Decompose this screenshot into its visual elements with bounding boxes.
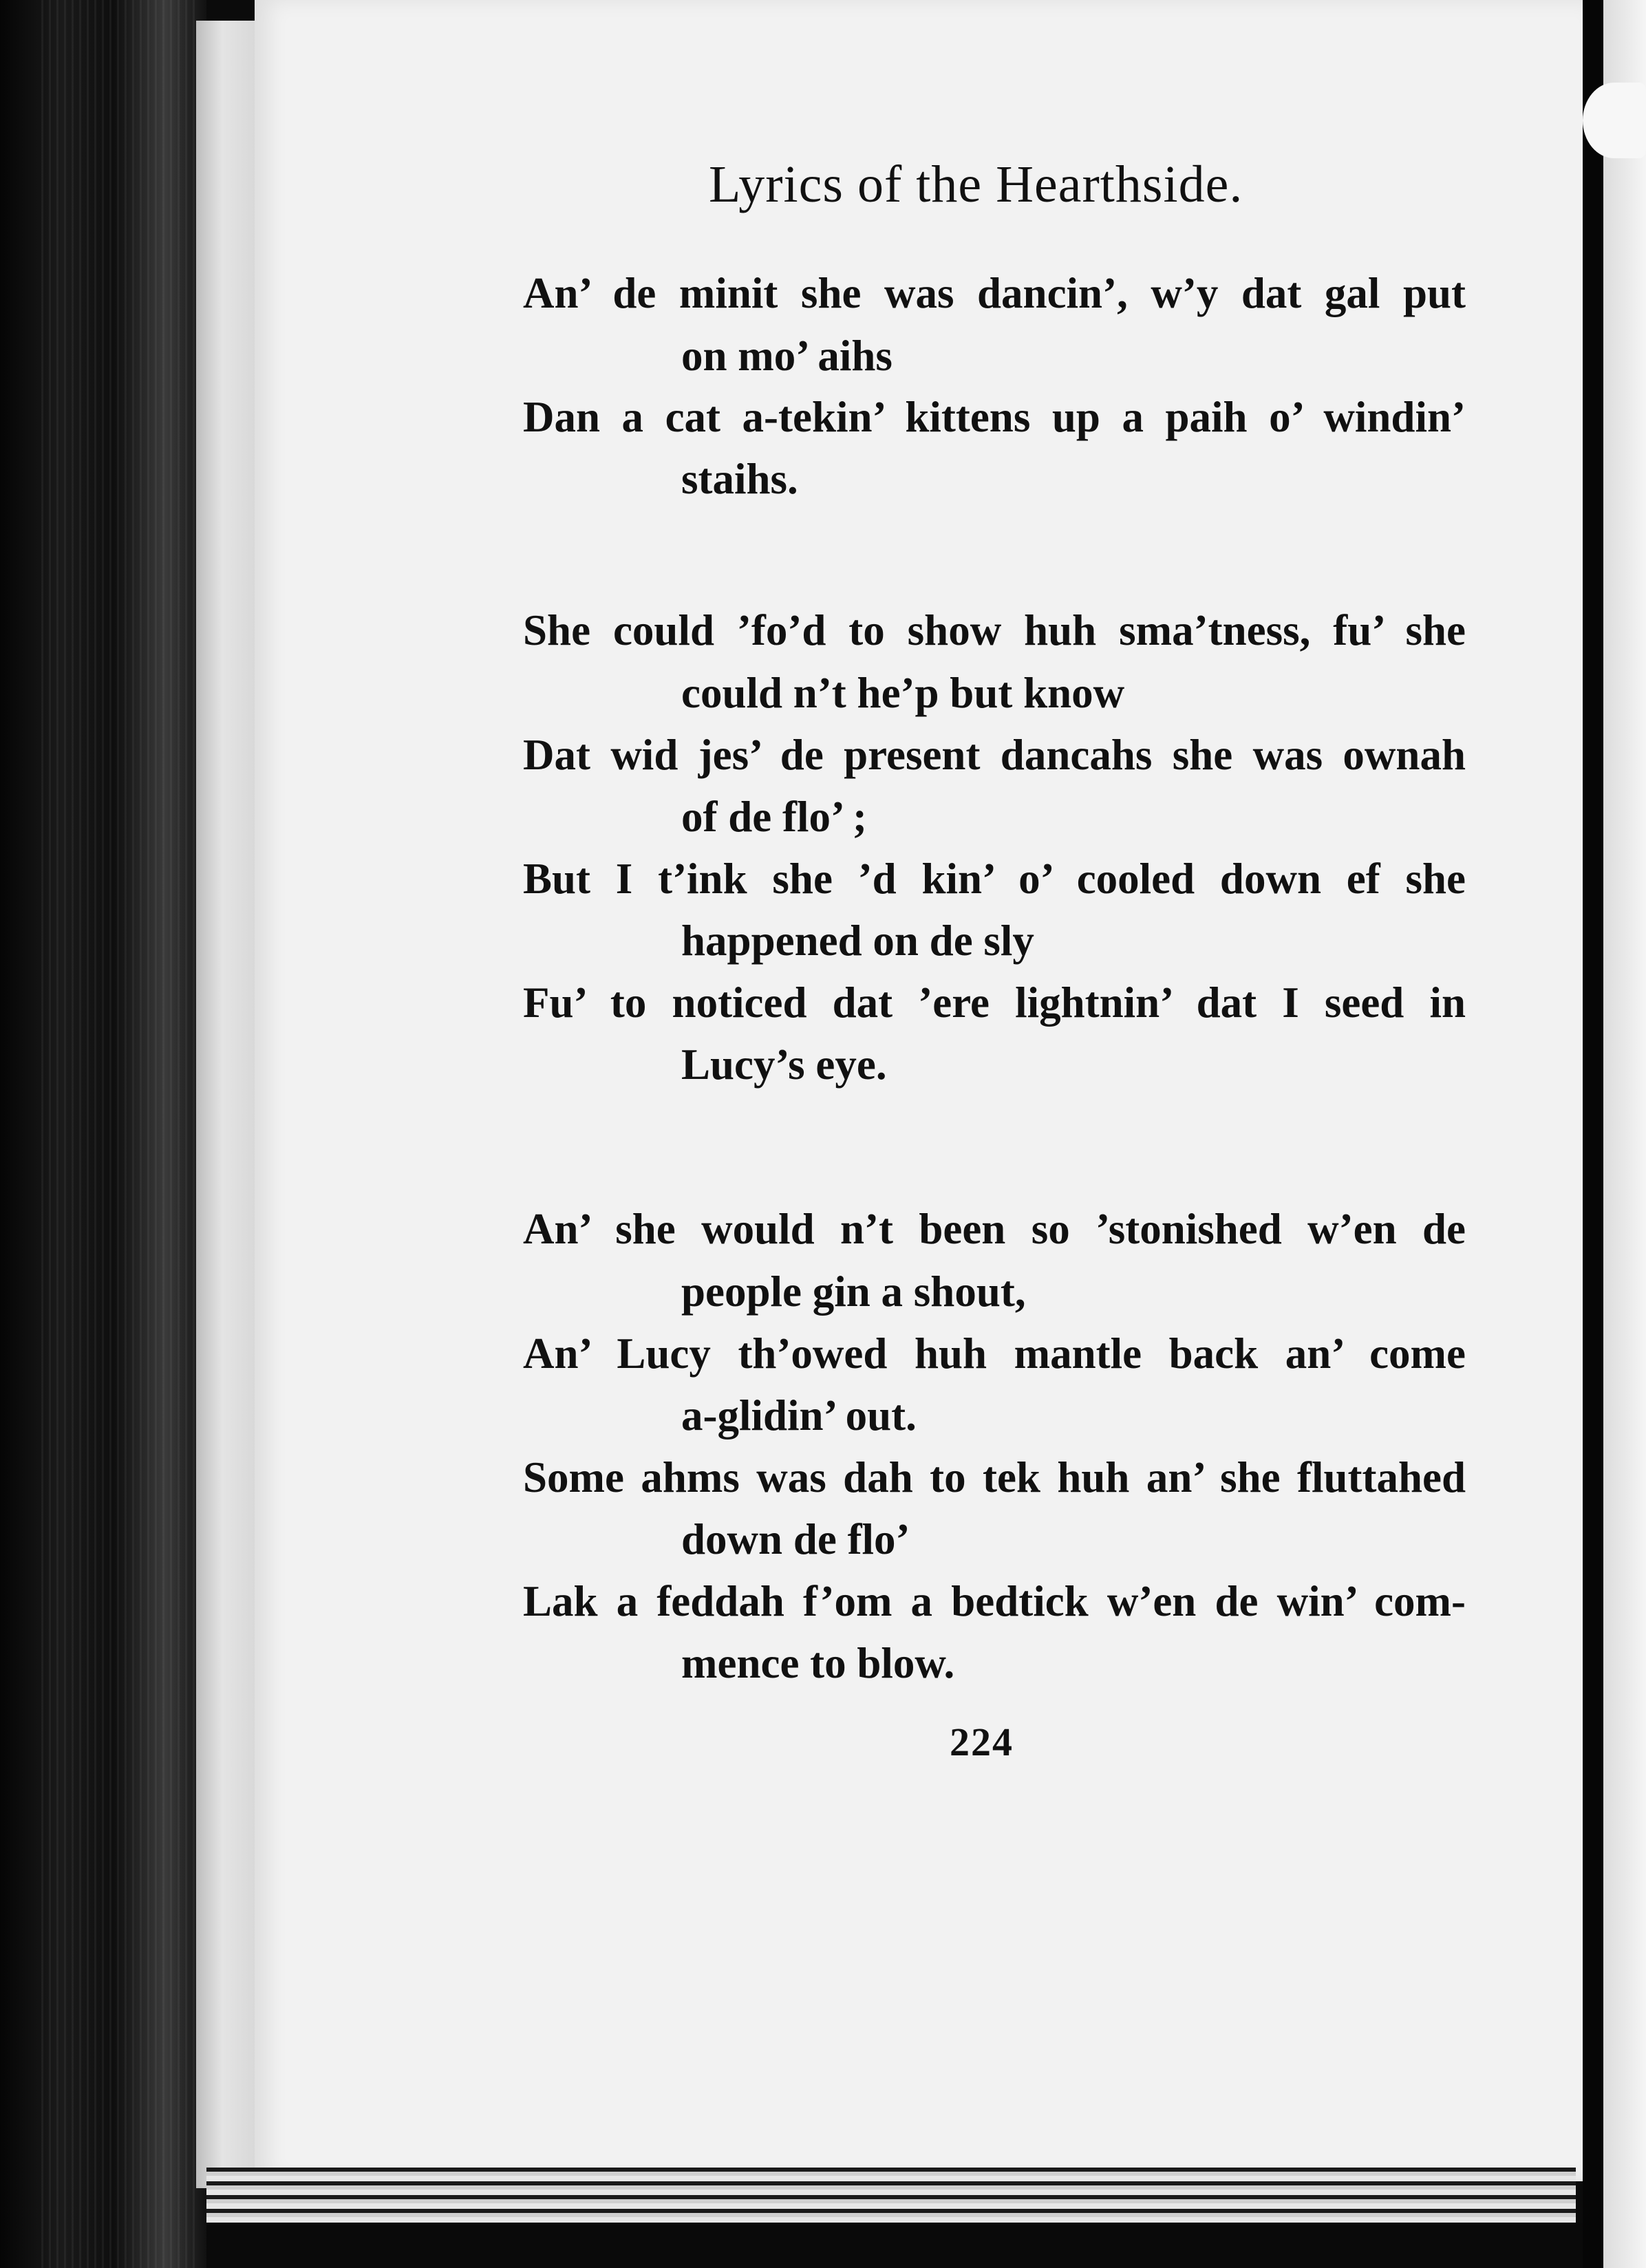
verse-line-continuation: happened on de sly (681, 917, 1034, 965)
page-gutter (196, 21, 261, 2188)
verse-line-continuation: a-glidin’ out. (681, 1391, 917, 1440)
verse-line: But I t’ink she ’d kin’ o’ cooled down ef she (523, 855, 1466, 903)
verse-line: An’ de minit she was dancin’, w’y dat gal put (523, 269, 1466, 317)
verse-line: Some ahms was dah to tek huh an’ she fluttahed (523, 1453, 1466, 1501)
verse-line-continuation: mence to blow. (681, 1639, 955, 1687)
verse-line-continuation: of de flo’ ; (681, 793, 867, 841)
verse-line: She could ’fo’d to show huh sma’tness, fu’ she (523, 606, 1466, 654)
verse-line: Lak a feddah f’om a bedtick w’en de win’ com- (523, 1577, 1466, 1625)
verse-line: Dat wid jes’ de present dancahs she was ownah (523, 731, 1466, 779)
verse-line-continuation: people gin a shout, (681, 1267, 1026, 1316)
binding-texture (41, 0, 200, 2268)
book-page (255, 0, 1583, 2181)
running-head: Lyrics of the Hearthside. (709, 156, 1243, 213)
right-shadow (1583, 0, 1603, 2268)
page-number: 224 (950, 1720, 1014, 1764)
verse-line: Dan a cat a-tekin’ kittens up a paih o’ windin’ (523, 393, 1466, 441)
verse-line: Fu’ to noticed dat ’ere lightnin’ dat I seed in (523, 978, 1466, 1027)
verse-line-continuation: staihs. (681, 455, 798, 503)
verse-line: An’ Lucy th’owed huh mantle back an’ come (523, 1329, 1466, 1378)
verse-line-continuation: Lucy’s eye. (681, 1040, 887, 1089)
verse-line-continuation: on mo’ aihs (681, 332, 893, 380)
verse-line-continuation: down de flo’ (681, 1515, 910, 1563)
bottom-shadow (206, 2223, 1646, 2268)
facing-page-blemish (1583, 83, 1646, 158)
facing-page-edge (1603, 0, 1646, 2268)
verse-line: An’ she would n’t been so ’stonished w’en de (523, 1205, 1466, 1253)
verse-line-continuation: could n’t he’p but know (681, 669, 1125, 717)
